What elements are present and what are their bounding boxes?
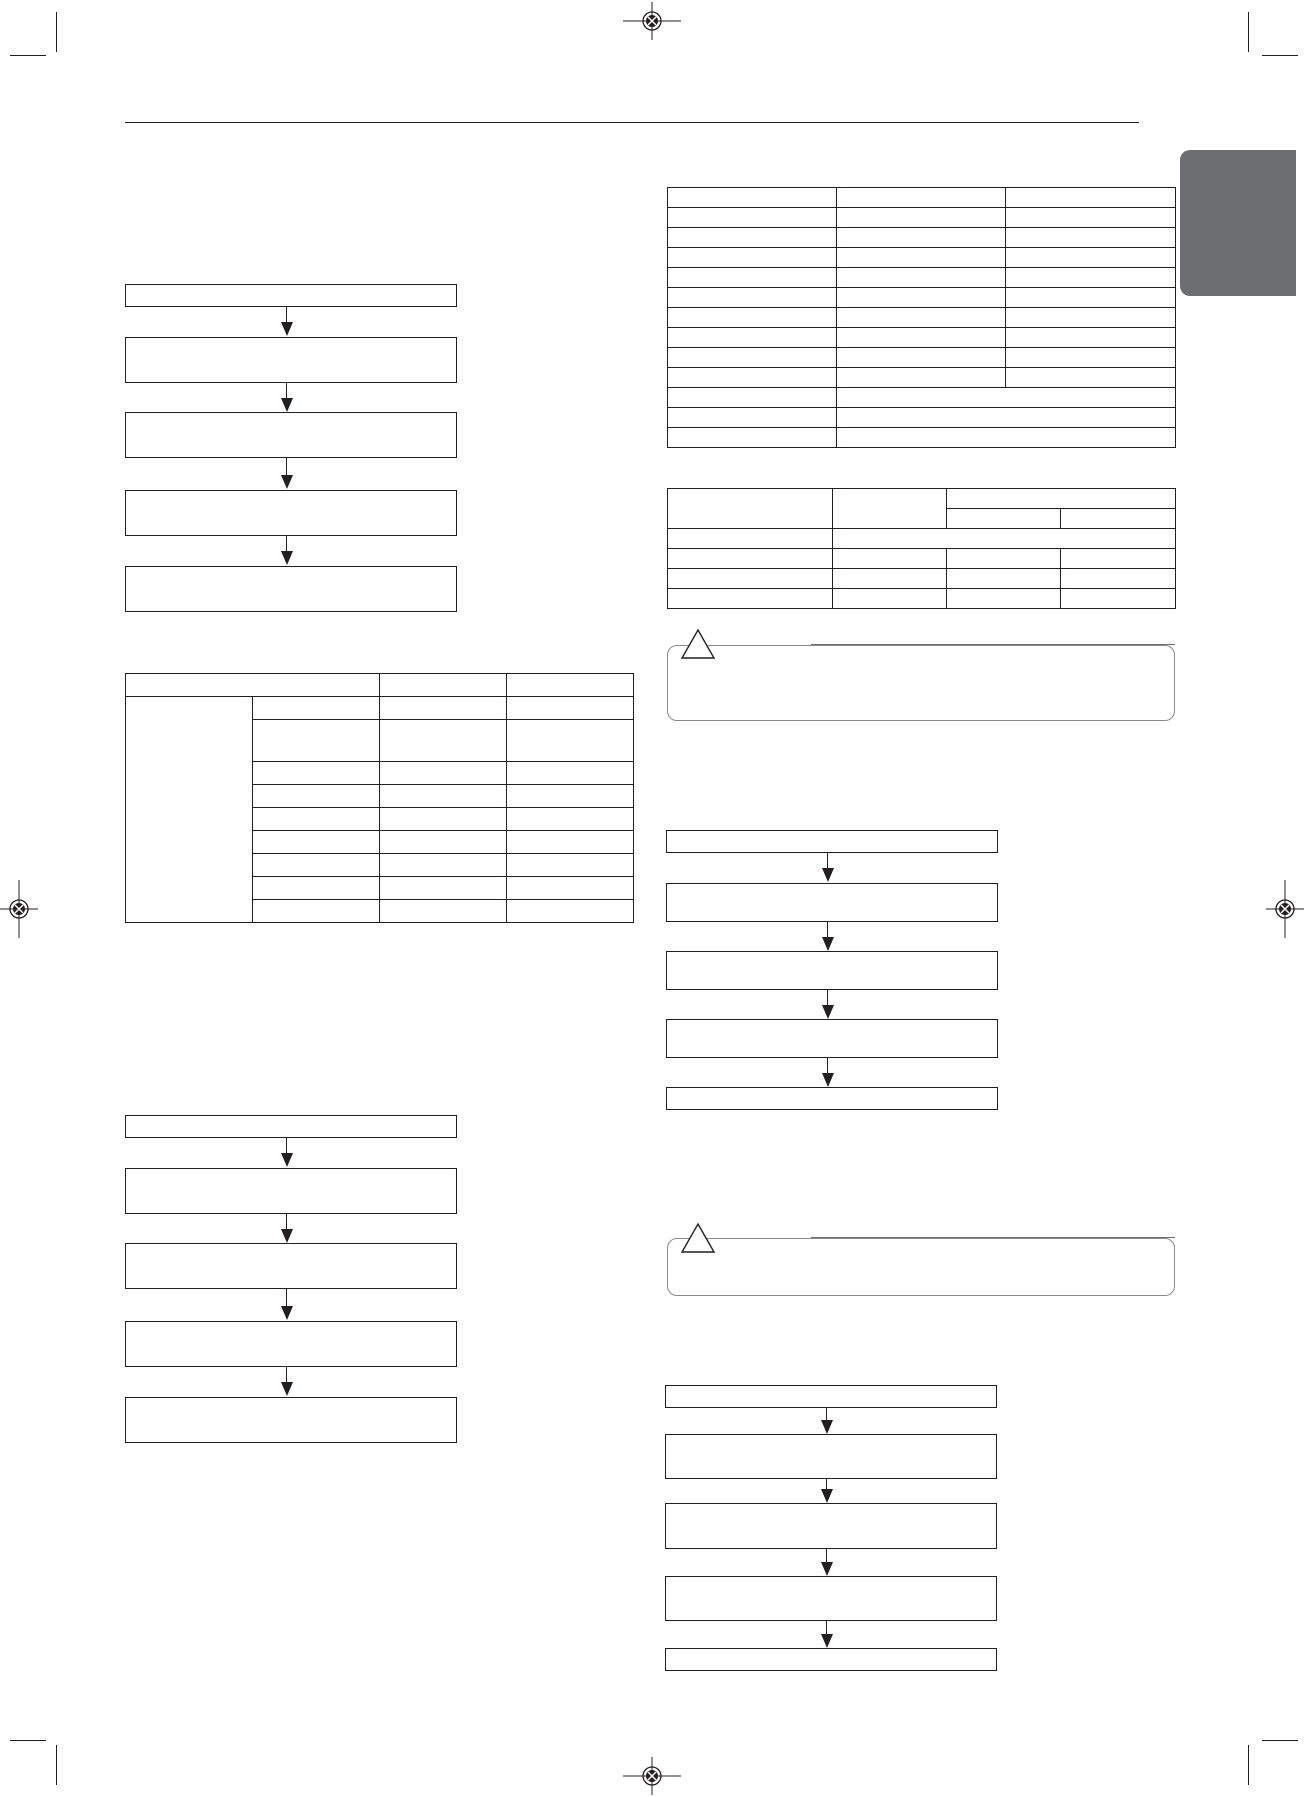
flow-arrow <box>281 458 293 489</box>
table-right-1 <box>667 187 1176 448</box>
flow-step <box>665 1503 997 1549</box>
flow-step <box>666 1087 998 1110</box>
flow-arrow <box>821 1621 833 1648</box>
flow-step <box>125 1321 457 1367</box>
flow-arrow <box>281 1138 293 1167</box>
flow-arrow <box>281 307 293 336</box>
flow-arrow <box>822 1058 834 1087</box>
flow-step <box>125 1397 457 1443</box>
table-row <box>668 228 1176 248</box>
flow-step <box>666 951 998 990</box>
crop-mark-bottom-right-vertical <box>1248 1745 1249 1785</box>
side-tab <box>1180 150 1296 296</box>
registration-target-icon <box>623 2 681 40</box>
registration-target-icon <box>1266 880 1304 938</box>
warning-triangle-icon <box>680 1222 716 1254</box>
table-row <box>126 674 634 697</box>
caution-box <box>667 1238 1175 1296</box>
flow-step <box>125 1115 457 1138</box>
flow-step <box>666 830 998 853</box>
table-row <box>668 188 1176 208</box>
table-row <box>668 268 1176 288</box>
table-row <box>668 248 1176 268</box>
flow-arrow <box>821 1549 833 1576</box>
table-row <box>668 428 1176 448</box>
flow-step <box>125 337 457 383</box>
flow-step <box>665 1648 997 1671</box>
caution-header-rule <box>811 644 1175 645</box>
table-row <box>668 368 1176 388</box>
table-row <box>668 489 1176 509</box>
caution-header-rule <box>811 1237 1175 1238</box>
flow-arrow <box>281 1367 293 1396</box>
table-row <box>668 569 1176 589</box>
crop-mark-top-left-vertical <box>56 12 57 52</box>
flow-step <box>125 490 457 536</box>
table-row <box>668 328 1176 348</box>
table-row <box>668 288 1176 308</box>
crop-mark-bottom-right-horizontal <box>1262 1740 1298 1741</box>
flow-arrow <box>822 990 834 1019</box>
flow-step <box>666 1019 998 1058</box>
crop-mark-bottom-left-vertical <box>56 1745 57 1785</box>
flow-arrow <box>281 383 293 412</box>
flow-arrow <box>281 1214 293 1243</box>
flow-step <box>665 1385 997 1408</box>
flow-arrow <box>281 1289 293 1320</box>
crop-mark-top-right-horizontal <box>1262 55 1298 56</box>
caution-box <box>667 645 1175 721</box>
flow-arrow <box>821 1479 833 1503</box>
registration-target-icon <box>0 880 38 938</box>
table-right-2 <box>667 488 1176 609</box>
warning-triangle-icon <box>680 628 716 660</box>
table-row <box>668 529 1176 549</box>
table-row <box>668 348 1176 368</box>
table-row <box>126 697 634 720</box>
flow-step <box>666 883 998 922</box>
flow-arrow <box>821 1408 833 1434</box>
registration-target-icon <box>623 1757 681 1795</box>
crop-mark-top-left-horizontal <box>10 55 46 56</box>
crop-mark-top-right-vertical <box>1248 12 1249 52</box>
flow-step <box>665 1576 997 1621</box>
flow-step <box>125 1243 457 1289</box>
table-left <box>125 673 634 923</box>
flow-arrow <box>281 536 293 565</box>
flow-step <box>125 412 457 458</box>
flow-step <box>665 1434 997 1479</box>
flow-step <box>125 566 457 612</box>
table-row <box>668 589 1176 609</box>
table-row <box>668 549 1176 569</box>
table-row <box>668 408 1176 428</box>
table-row <box>668 388 1176 408</box>
header-rule <box>125 122 1139 123</box>
flow-step <box>125 1168 457 1214</box>
flow-arrow <box>822 853 834 882</box>
table-row <box>668 208 1176 228</box>
crop-mark-bottom-left-horizontal <box>10 1740 46 1741</box>
flow-step <box>125 284 457 307</box>
table-row <box>668 308 1176 328</box>
flow-arrow <box>822 922 834 951</box>
